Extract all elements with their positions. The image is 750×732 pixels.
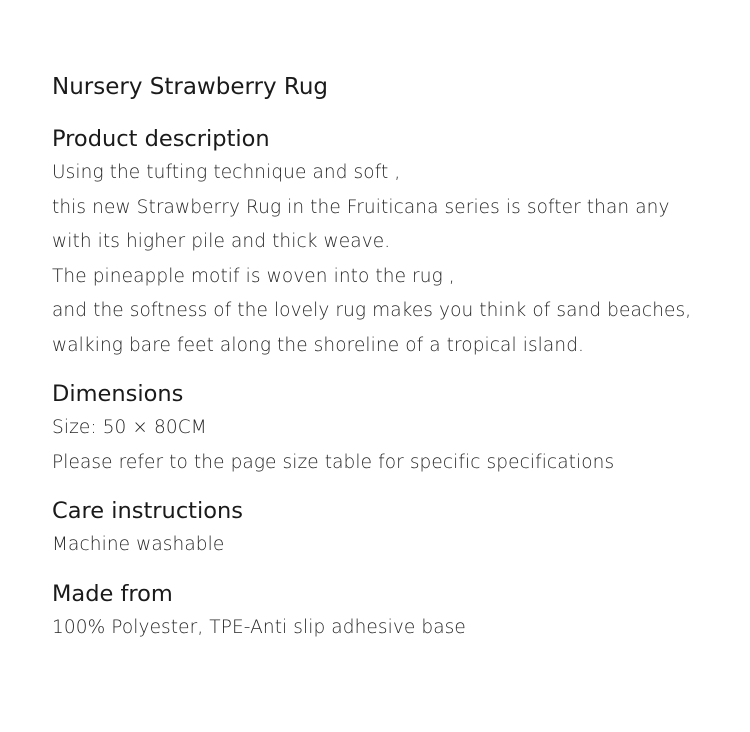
section-care-instructions <box>52 494 732 563</box>
section-heading: Dimensions <box>52 381 184 407</box>
description-line: Using the tufting technique and soft , <box>52 162 401 183</box>
section-heading: Care instructions <box>52 498 244 524</box>
description-line: walking bare feet along the shoreline of a tropical island. <box>52 334 585 356</box>
dimensions-note: Please refer to the page size table for specific specifications <box>52 451 615 473</box>
description-line: with its higher pile and thick weave. <box>52 231 391 252</box>
description-line: and the softness of the lovely rug makes you think of sand beaches, <box>52 300 692 321</box>
section-heading: Made from <box>52 580 173 607</box>
material-text: 100% Polyester, TPE-Anti slip adhesive base <box>52 616 466 638</box>
product-title: Nursery Strawberry Rug <box>52 74 329 100</box>
care-text: Machine washable <box>52 534 225 555</box>
description-line: this new Strawberry Rug in the Fruiticana series is softer than any <box>52 196 670 218</box>
product-info <box>52 70 732 659</box>
section-dimensions <box>52 377 732 480</box>
section-made-from <box>52 577 732 646</box>
description-line: The pineapple motif is woven into the rug , <box>52 265 455 287</box>
section-product-description <box>52 122 732 363</box>
dimensions-size: Size: 50 × 80CM <box>52 417 207 438</box>
section-heading: Product description <box>52 126 270 152</box>
